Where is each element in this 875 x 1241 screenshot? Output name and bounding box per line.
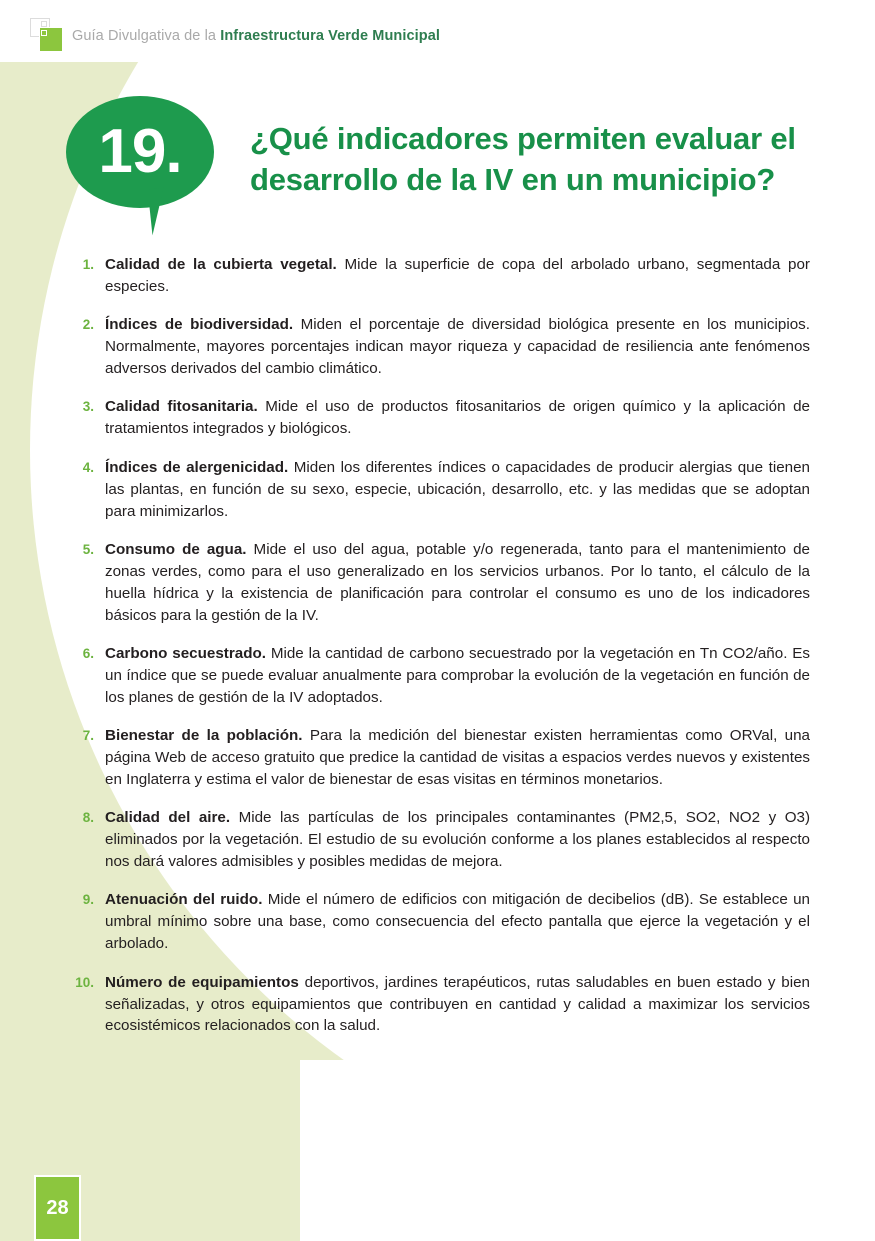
list-item-text: deportivos, jardines terapéuticos, rutas saludables en buen estado y bien señalizadas, y otros equipamientos que contribuyen en cantidad y calidad a maximizar los servicios ecosistémicos relacionados con la salud. xyxy=(105,973,810,1035)
list-item-lead: Atenuación del ruido. xyxy=(105,891,263,909)
list-item-number: 10. xyxy=(75,974,94,990)
list-item-number: 9. xyxy=(82,892,94,908)
indicator-list xyxy=(60,254,810,1037)
bubble-tail-icon xyxy=(148,187,181,236)
list-item-number: 7. xyxy=(82,728,94,744)
list-item-number: 3. xyxy=(82,399,94,415)
list-item-number: 4. xyxy=(82,459,94,475)
list-item xyxy=(60,643,810,709)
list-item-number: 2. xyxy=(82,317,94,333)
page-header xyxy=(0,0,875,62)
list-item xyxy=(60,725,810,791)
header-title-light: Guía Divulgativa de la xyxy=(72,28,221,44)
list-item-text: Mide la superficie de copa del arbolado urbano, segmentada por especies. xyxy=(105,256,810,295)
list-item-lead: Número de equipamientos xyxy=(105,973,299,991)
list-item-lead: Calidad de la cubierta vegetal. xyxy=(105,256,337,273)
list-item xyxy=(60,972,810,1038)
question-number-bubble xyxy=(66,96,216,246)
list-item-lead: Bienestar de la población. xyxy=(105,727,303,745)
list-item-text: Miden el porcentaje de diversidad biológica presente en los municipios. Normalmente, mayores porcentajes indican mayor riqueza y capacidad de resiliencia ante fenómenos adversos derivados del cambio climático. xyxy=(105,316,810,378)
list-item-lead: Calidad del aire. xyxy=(105,809,231,827)
header-title-strong: Infraestructura Verde Municipal xyxy=(220,28,441,44)
header-title xyxy=(72,28,440,44)
list-item-lead: Calidad fitosanitaria. xyxy=(105,398,258,416)
list-item xyxy=(60,314,810,380)
list-item xyxy=(60,889,810,955)
list-item xyxy=(60,457,810,523)
list-item xyxy=(60,539,810,627)
list-item-text: Mide el uso de productos fitosanitarios de origen químico y la aplicación de tratamientos integrados y biológicos. xyxy=(105,398,810,438)
list-item-lead: Carbono secuestrado. xyxy=(105,644,266,662)
list-item-text: Mide el número de edificios con mitigación de decibelios (dB). Se establece un umbral mínimo sobre una base, como consecuencia del efecto pantalla que ejerce la vegetación y el arbolado. xyxy=(105,891,810,953)
page-title: ¿Qué indicadores permiten evaluar el desarrollo de la IV en un municipio? xyxy=(250,121,796,198)
list-item xyxy=(60,807,810,873)
list-item-text: Mide el uso del agua, potable y/o regenerada, tanto para el mantenimiento de zonas verdes, como para el uso generalizado en los servicios urbanos. Por lo tanto, el cálculo de la huella hídrica y la existencia de planificación para controlar el consumo es uno de los indicadores básicos para la gestión de la IV. xyxy=(105,540,810,624)
list-item xyxy=(60,396,810,440)
list-item-text: Miden los diferentes índices o capacidades de producir alergias que tienen las plantas, en función de su sexo, especie, ubicación, desarrollo, etc. y las medidas que se adoptan para minimizarlos. xyxy=(105,458,810,520)
list-item-text: Mide la cantidad de carbono secuestrado por la vegetación en Tn CO2/año. Es un índice que se puede evaluar anualmente para comprobar la evolución de la vegetación en función de los planes de gestión de la IV adoptados. xyxy=(105,644,810,706)
white-bottom-right-shape xyxy=(300,1060,875,1241)
list-item-text: Para la medición del bienestar existen herramientas como ORVal, una página Web de acceso gratuito que predice la cantidad de visitas a espacios verdes nuevos y existentes en Inglaterra y estima el valor de bienestar de esas visitas en términos monetarios. xyxy=(105,727,810,788)
list-item-number: 5. xyxy=(82,541,94,557)
list-item-number: 1. xyxy=(82,257,94,272)
list-item-text: Mide las partículas de los principales contaminantes (PM2,5, SO2, NO2 y O3) eliminados por la vegetación. El estudio de su evolución conforme a los planes establecidos al respecto nos dará valores admisibles y posibles medidas de mejora. xyxy=(105,809,811,871)
list-item xyxy=(60,254,810,298)
question-number: 19. xyxy=(66,96,214,208)
list-item-lead: Consumo de agua. xyxy=(105,540,247,558)
list-item-number: 6. xyxy=(82,645,94,661)
list-item-lead: Índices de biodiversidad. xyxy=(105,316,294,334)
page-number-badge: 28 xyxy=(34,1175,81,1241)
logo-front-notch xyxy=(41,30,47,36)
list-item-number: 8. xyxy=(82,810,94,826)
green-square-logo-icon xyxy=(30,18,66,52)
list-item-lead: Índices de alergenicidad. xyxy=(105,458,289,476)
